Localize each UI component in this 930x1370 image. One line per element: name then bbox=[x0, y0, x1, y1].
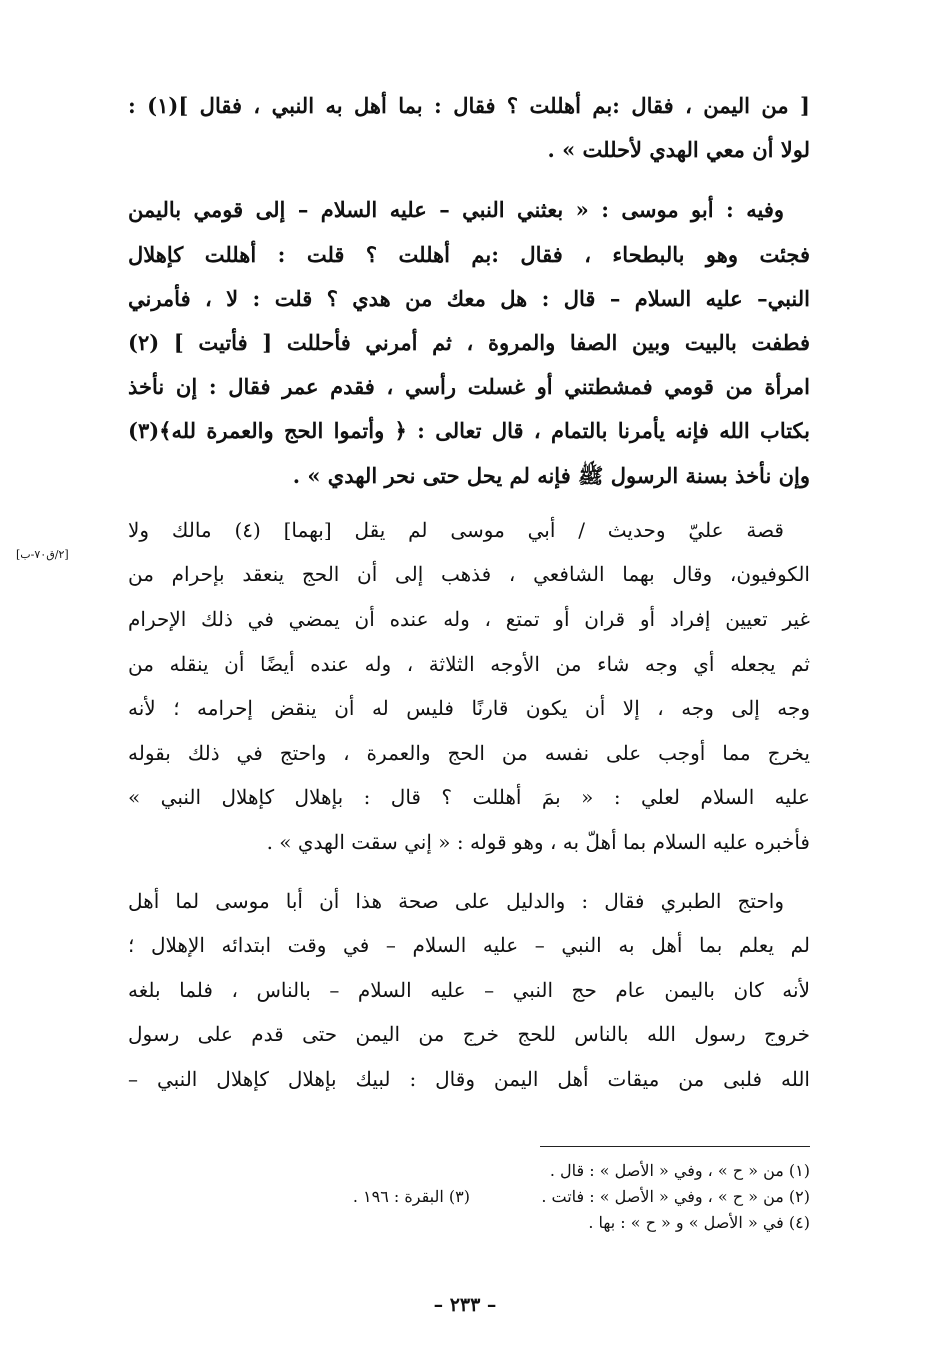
footnote-row bbox=[200, 1158, 810, 1184]
footnote-3: (٣) البقرة : ١٩٦ . bbox=[352, 1187, 470, 1206]
text-line: لأنه كان باليمن عام حج النبي – عليه السلام – بالناس ، فلما بلغه bbox=[128, 977, 810, 1002]
text-line: فجئت وهو بالبطحاء ، فقال :بم أهللت ؟ قلت : أهللت كإهلال bbox=[128, 241, 810, 267]
page-body bbox=[128, 84, 810, 1102]
text-line: خروج رسول الله بالناس للحج خرج من اليمن حتى قدم على رسول bbox=[128, 1022, 810, 1047]
text-line: الكوفيون، وقال بهما الشافعي ، فذهب إلى أن الحج ينعقد بإحرام من bbox=[128, 562, 810, 587]
text-line: ثم يجعله أي وجه شاء من الأوجه الثلاثة ، وله عنده أيضًا أن ينقله من bbox=[128, 651, 810, 676]
text-line: لم يعلم بما أهل به النبي – عليه السلام – في وقت ابتدائه الإهلال ؛ bbox=[128, 933, 810, 958]
text-line: وفيه : أبو موسى : « بعثني النبي – عليه السلام – إلى قومي باليمن bbox=[128, 197, 784, 223]
footnote-row bbox=[200, 1210, 810, 1236]
text-line: وإن نأخذ بسنة الرسول ﷺ فإنه لم يحل حتى نحر الهدي » . bbox=[292, 462, 810, 488]
footnote-1: (١) من « ح » ، وفي « الأصل » : قال . bbox=[549, 1161, 810, 1180]
paragraph-1 bbox=[128, 84, 810, 172]
text-line: يخرج مما أوجب على نفسه من الحج والعمرة ، واحتج في ذلك بقوله bbox=[128, 740, 810, 765]
text-line: امرأة من قومي فمشطتني أو غسلت رأسي ، فقدم عمر فقال : إن نأخذ bbox=[128, 374, 810, 400]
paragraph-3 bbox=[128, 508, 810, 865]
text-line: الله فلبى من ميقات أهل اليمن وقال : لبيك بإهلال كإهلال النبي – bbox=[128, 1066, 810, 1091]
page-number: – ٢٣٣ – bbox=[433, 1294, 497, 1316]
text-line: غير تعيين إفراد أو قران أو تمتع ، وله عنده أن يمضي في ذلك الإحرام bbox=[128, 607, 810, 632]
paragraph-2 bbox=[128, 188, 810, 497]
text-line: النبي– عليه السلام – قال : هل معك من هدي ؟ قلت : لا ، فأمرني bbox=[128, 285, 810, 311]
footnote-row bbox=[200, 1184, 810, 1210]
text-line: قصة عليّ وحديث / أبي موسى لم يقل [بهما] (٤) مالك ولا bbox=[128, 517, 784, 542]
text-line: لولا أن معي الهدي لأحللت » . bbox=[547, 137, 810, 163]
text-line: [ من اليمن ، فقال :بم أهللت ؟ فقال : بما أهل به النبي ، فقال ](١) : bbox=[128, 93, 810, 118]
footnote-4: (٤) في « الأصل » و « ح » : بها . bbox=[588, 1213, 810, 1232]
text-line: بكتاب الله فإنه يأمرنا بالتمام ، قال تعالى : ﴿ وأتموا الحج والعمرة لله﴾(٣) bbox=[128, 418, 810, 444]
text-line: وجه إلى وجه ، إلا أن يكون قارنًا فليس له أن ينقض إحرامه ؛ لأنه bbox=[128, 696, 810, 721]
paragraph-4 bbox=[128, 879, 810, 1102]
text-line: عليه السلام لعلي : « بمَ أهللت ؟ قال : بإهلال كإهلال النبي » bbox=[128, 785, 810, 810]
footnote-divider bbox=[540, 1146, 810, 1147]
manuscript-folio-note: [٢/ق٧٠-ب] bbox=[16, 548, 69, 561]
text-line: فطفت بالبيت وبين الصفا والمروة ، ثم أمرني فأحللت [ فأتيت ] (٢) bbox=[128, 330, 810, 356]
text-line: واحتج الطبري فقال : والدليل على صحة هذا أن أبا موسى لما أهل bbox=[128, 888, 784, 913]
text-line: فأخبره عليه السلام بما أهلّ به ، وهو قوله : « إني سقت الهدي » . bbox=[266, 829, 810, 854]
footnote-2: (٢) من « ح » ، وفي « الأصل » : فاتت . bbox=[541, 1187, 810, 1206]
footnotes bbox=[200, 1158, 810, 1236]
